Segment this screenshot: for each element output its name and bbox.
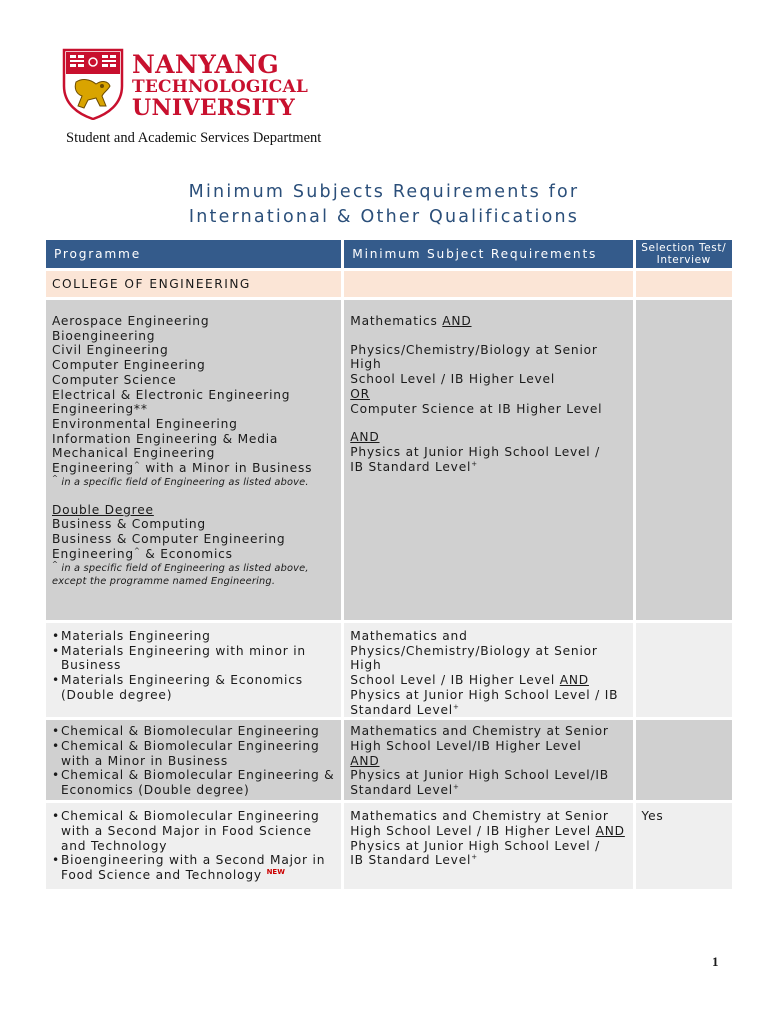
selection-cell <box>636 720 733 800</box>
selection-cell <box>636 300 733 620</box>
requirements-cell: Mathematics and Physics/Chemistry/Biology at Senior High School Level / IB Higher Level AND Physics at Junior High School Level / IB Standard Level+ <box>344 623 632 717</box>
list-item: • Materials Engineering with minor in Business <box>52 644 335 673</box>
selection-cell <box>636 623 733 717</box>
table-row <box>46 803 732 889</box>
header-programme: Programme <box>46 240 341 268</box>
programme-name: Civil Engineering <box>52 343 169 358</box>
programme-name: Electrical & Electronic Engineering <box>52 387 291 402</box>
programme-name-engineering: Engineering^ with a Minor in Business <box>52 460 313 476</box>
table-row <box>46 720 732 800</box>
title-line-1: Minimum Subjects Requirements for <box>188 182 580 202</box>
table-header-row <box>46 240 732 268</box>
requirements-cell: Mathematics and Chemistry at Senior High School Level/IB Higher Level AND Physics at Junior High School Level/IB Standard Level+ <box>344 720 632 800</box>
list-item: • Chemical & Biomolecular Engineering with a Second Major in Food Science and Technology <box>52 809 335 853</box>
ntu-logo <box>62 46 309 122</box>
requirements-table <box>43 237 735 892</box>
programme-name: Business & Computing <box>52 517 206 532</box>
programme-cell <box>46 720 341 800</box>
table-row <box>46 300 732 620</box>
requirements-cell: Mathematics and Chemistry at Senior High School Level / IB Higher Level AND Physics at Junior High School Level / IB Standard Level+ <box>344 803 632 889</box>
header-requirements: Minimum Subject Requirements <box>344 240 632 268</box>
college-name: COLLEGE OF ENGINEERING <box>46 271 341 297</box>
list-item: • Materials Engineering <box>52 629 335 644</box>
list-item: • Chemical & Biomolecular Engineering with a Minor in Business <box>52 739 335 768</box>
programme-name: Environmental Engineering <box>52 416 238 431</box>
table-row <box>46 623 732 717</box>
university-crest-icon <box>62 48 124 120</box>
selection-cell: Yes <box>636 803 733 889</box>
programme-name: Engineering^ & Economics <box>52 546 233 561</box>
page-title <box>0 180 768 230</box>
logo-line-nanyang: NANYANG <box>132 50 280 79</box>
header-selection-test: Selection Test/ Interview <box>636 240 733 268</box>
programme-cell <box>46 623 341 717</box>
programme-name: Engineering** <box>52 402 148 417</box>
footnote: ^ in a specific field of Engineering as listed above, <box>52 560 309 574</box>
programme-cell <box>46 300 341 620</box>
logo-line-technological: TECHNOLOGICAL <box>132 77 309 97</box>
list-item: • Chemical & Biomolecular Engineering & Economics (Double degree) <box>52 768 335 797</box>
footnote: except the programme named Engineering. <box>52 575 276 587</box>
logo-line-university: UNIVERSITY <box>132 95 295 121</box>
requirements-cell: Mathematics AND Physics/Chemistry/Biology at Senior High School Level / IB Higher Level OR Computer Science at IB Higher Level AND Physics at Junior High School Level / IB Standard Level+ <box>344 300 632 620</box>
college-empty-cell <box>344 271 632 297</box>
college-row <box>46 271 732 297</box>
new-badge: NEW <box>266 867 285 876</box>
programme-name: Mechanical Engineering <box>52 446 216 461</box>
college-empty-cell <box>636 271 733 297</box>
programme-name: Bioengineering <box>52 328 156 343</box>
programme-name: Computer Science <box>52 372 177 387</box>
list-item: • Bioengineering with a Second Major in Food Science and Technology $^{NEW}$ <box>52 853 335 882</box>
programme-name: Business & Computer Engineering <box>52 532 286 547</box>
programme-name: Information Engineering & Media <box>52 431 279 446</box>
programme-name: Computer Engineering <box>52 358 206 373</box>
double-degree-heading: Double Degree <box>52 502 154 517</box>
footnote: ^ in a specific field of Engineering as listed above. <box>52 474 309 488</box>
programme-name: Aerospace Engineering <box>52 314 210 328</box>
page-number: 1 <box>712 954 719 969</box>
list-item: • Materials Engineering & Economics (Double degree) <box>52 673 335 702</box>
list-item: • Chemical & Biomolecular Engineering <box>52 724 335 739</box>
programme-cell <box>46 803 341 889</box>
title-line-2: International & Other Qualifications <box>188 207 580 227</box>
department-name: Student and Academic Services Department <box>66 130 322 146</box>
